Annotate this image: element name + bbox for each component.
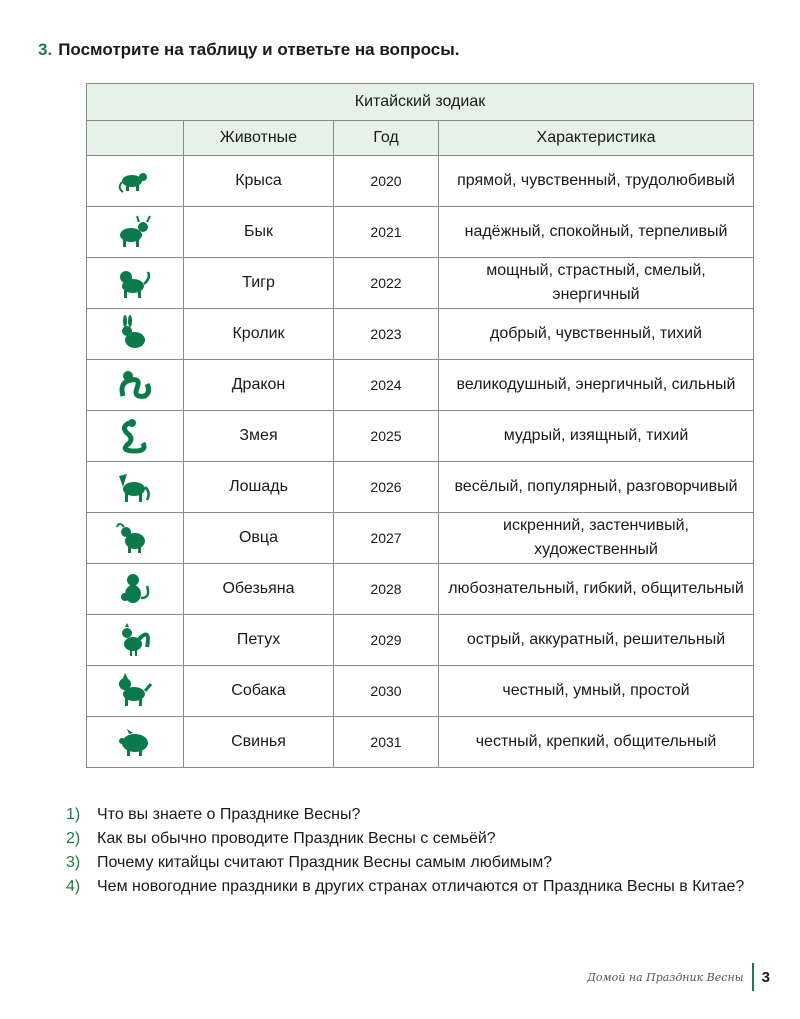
task-heading [38,40,459,60]
trait-cell: искренний, застенчивый, художественный [439,513,754,564]
table-row [87,156,754,207]
year-cell: 2029 [334,615,439,666]
question-text: Что вы знаете о Празднике Весны? [97,806,361,823]
header-year: Год [334,121,439,156]
page-number: 3 [761,968,770,986]
icon-cell [87,666,184,717]
trait-cell: честный, крепкий, общительный [439,717,754,768]
table-row [87,513,754,564]
question-item [66,827,766,851]
animal-cell: Овца [184,513,334,564]
animal-cell: Бык [184,207,334,258]
trait-cell: честный, умный, простой [439,666,754,717]
snake-icon [115,417,155,455]
trait-cell: надёжный, спокойный, терпеливый [439,207,754,258]
animal-cell: Тигр [184,258,334,309]
question-item [66,875,766,899]
year-cell: 2025 [334,411,439,462]
question-item [66,803,766,827]
icon-cell [87,513,184,564]
question-text: Как вы обычно проводите Праздник Весны с семьёй? [97,830,496,847]
year-cell: 2024 [334,360,439,411]
question-item [66,851,766,875]
header-trait: Характеристика [439,121,754,156]
trait-cell: добрый, чувственный, тихий [439,309,754,360]
task-text: Посмотрите на таблицу и ответьте на вопросы. [58,40,460,59]
year-cell: 2022 [334,258,439,309]
tiger-icon [115,264,155,302]
ox-icon [115,213,155,251]
animal-cell: Петух [184,615,334,666]
table-row [87,615,754,666]
horse-icon [115,468,155,506]
year-cell: 2028 [334,564,439,615]
pig-icon [115,723,155,761]
animal-cell: Обезьяна [184,564,334,615]
question-number: 4) [66,878,81,895]
animal-cell: Крыса [184,156,334,207]
animal-cell: Змея [184,411,334,462]
book-title: Домой на Праздник Весны [586,970,744,984]
question-text: Чем новогодние праздники в других странах отличаются от Праздника Весны в Китае? [97,878,745,895]
zodiac-table [86,83,754,768]
trait-cell: мощный, страстный, смелый, энергичный [439,258,754,309]
year-cell: 2023 [334,309,439,360]
table-row [87,360,754,411]
year-cell: 2020 [334,156,439,207]
sheep-icon [115,519,155,557]
table-row [87,462,754,513]
animal-cell: Лошадь [184,462,334,513]
question-number: 3) [66,854,81,871]
year-cell: 2030 [334,666,439,717]
icon-cell [87,615,184,666]
table-row [87,717,754,768]
task-number: 3. [38,40,53,59]
icon-cell [87,411,184,462]
table-row [87,258,754,309]
year-cell: 2026 [334,462,439,513]
dog-icon [115,672,155,710]
table-row [87,309,754,360]
header-icon-cell [87,121,184,156]
rabbit-icon [115,315,155,353]
trait-cell: любознательный, гибкий, общительный [439,564,754,615]
questions-list [66,803,766,899]
trait-cell: великодушный, энергичный, сильный [439,360,754,411]
icon-cell [87,564,184,615]
rooster-icon [115,621,155,659]
table-caption: Китайский зодиак [87,84,754,121]
icon-cell [87,462,184,513]
icon-cell [87,360,184,411]
icon-cell [87,717,184,768]
table-body [87,156,754,768]
icon-cell [87,207,184,258]
table-row [87,411,754,462]
icon-cell [87,156,184,207]
icon-cell [87,258,184,309]
trait-cell: весёлый, популярный, разговорчивый [439,462,754,513]
animal-cell: Свинья [184,717,334,768]
trait-cell: мудрый, изящный, тихий [439,411,754,462]
year-cell: 2021 [334,207,439,258]
year-cell: 2027 [334,513,439,564]
question-text: Почему китайцы считают Праздник Весны самым любимым? [97,854,553,871]
question-number: 2) [66,830,81,847]
header-animal: Животные [184,121,334,156]
table-row [87,666,754,717]
table-row [87,207,754,258]
animal-cell: Собака [184,666,334,717]
dragon-icon [115,366,155,404]
rat-icon [115,162,155,200]
table-row [87,564,754,615]
year-cell: 2031 [334,717,439,768]
trait-cell: прямой, чувственный, трудолюбивый [439,156,754,207]
page-footer [587,963,770,991]
trait-cell: острый, аккуратный, решительный [439,615,754,666]
monkey-icon [115,570,155,608]
animal-cell: Дракон [184,360,334,411]
animal-cell: Кролик [184,309,334,360]
icon-cell [87,309,184,360]
question-number: 1) [66,806,81,823]
